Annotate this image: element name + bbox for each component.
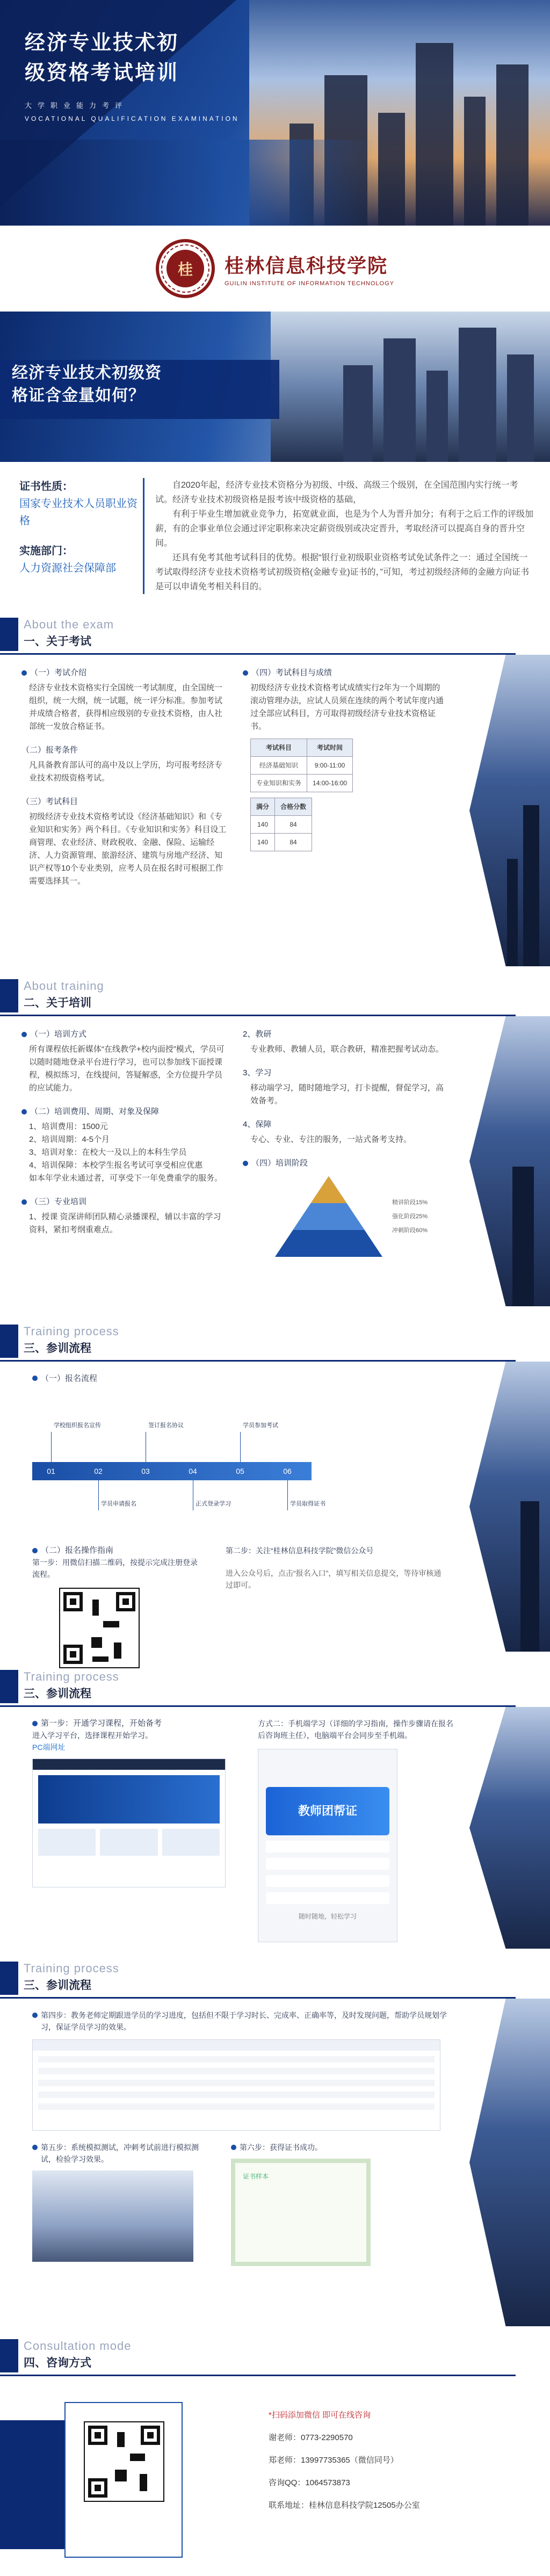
contact-teacher-zheng[interactable]: 郑老师：13997735365（微信同号）: [269, 2456, 399, 2465]
intro-paragraph-2: 有利于毕业生增加就业竞争力，拓宽就业面，也是为个人为晋升加分；有利于之后工作的评级加薪，有的企事业单位会通过评定职称来决定薪资级别或决定晋升，考取经济可以提高自身的晋升空间。: [155, 510, 534, 548]
step-label: 签订报名协议: [148, 1422, 184, 1429]
exam-intro-text: 经济专业技术资格实行全国统一考试制度，由全国统一组织，统一大纲，统一试题，统一评分标准。参加考试并成绩合格者，获得相应级别的专业技术资格，由人社部统一发放合格证书。: [29, 683, 223, 731]
exam-schedule-table: 考试科目 考试时间 经济基础知识 9:00-11:00 专业知识和实务 14:00-16:00: [250, 739, 353, 792]
stage-label: 冲刺阶段60%: [392, 1227, 428, 1234]
contact-qr-code[interactable]: [84, 2421, 164, 2502]
section-exam-title: 一、关于考试: [24, 635, 91, 648]
signup-note: 进入公众号后，点击“报名入口”，填写相关信息提交，等待审核通过即可。: [226, 1569, 442, 1589]
school-name-en: GUILIN INSTITUTE OF INFORMATION TECHNOLOGY: [225, 280, 394, 287]
train-study-heading: 3、学习: [243, 1068, 272, 1077]
exam-score-table: 满分 合格分数 140 84 140 84: [250, 798, 312, 851]
certificate-sample: 证书样本: [231, 2159, 371, 2266]
train-guarantee-note: 如本年学业未通过者，可享受下一年免费重学的服务。: [29, 1174, 223, 1183]
hero-subtitle-en: VOCATIONAL QUALIFICATION EXAMINATION: [25, 115, 240, 122]
learn-mobile-text: 方式二：手机端学习（详细的学习指南，操作步骤请在报名后咨询班主任），电脑端平台会同步至手机端。: [258, 1719, 453, 1740]
contact-qr-card: [64, 2402, 183, 2558]
school-logo: [0, 226, 550, 312]
train-research-text: 专业教师、教辅人员，联合教研，精准把握考试动态。: [250, 1045, 444, 1054]
contact-address: 联系地址：桂林信息科技学院12505办公室: [269, 2501, 420, 2510]
cert-nature-value: 国家专业技术人员职业资格: [19, 498, 138, 527]
progress-table-screenshot: [32, 2039, 440, 2131]
certificate-intro: [0, 462, 550, 610]
training-stages-pyramid: [243, 1172, 448, 1257]
section-flow-title: 三、参训流程: [24, 1979, 91, 1992]
learning-section: [0, 1707, 550, 1954]
exam-subjects-heading: （三）考试科目: [21, 797, 78, 806]
train-period-item: 2、培训周期：4-5个月: [29, 1135, 110, 1144]
signup-guide-heading: （二）报名操作指南: [41, 1546, 114, 1555]
exam-conditions-text: 凡具备教育部认可的高中及以上学历，均可报考经济专业技术初级资格考试。: [29, 761, 223, 783]
section-training-header: About training 二、关于培训: [0, 972, 550, 1016]
process-section: [0, 1362, 550, 1662]
flow-section: [0, 1999, 550, 2332]
exam-scores-text: 初级经济专业技术资格考试成绩实行2年为一个周期的滚动管理办法，应试人员须在连续的两个考试年度内通过全部应试科目，方可取得初级经济专业技术资格证书。: [250, 683, 444, 731]
step-number: 02: [94, 1467, 103, 1475]
intro-paragraph-3: 还具有免考其他考试科目的优势。根据“银行业初级职业资格考试免试条件之一：通过全国统一考试取得经济专业技术资格考试初级资格(金融专业)证书的，”可知，考过初级经济师的金融方向证书是可以申请免考相关科目的。: [155, 553, 529, 591]
exam-subjects-text: 初级经济专业技术资格考试设《经济基础知识》和《专业知识和实务》两个科目。《专业知识和实务》科目设工商管理、农业经济、财政税收、金融、保险、运输经济、人力资源管理、旅游经济、建筑与房地产经济、知识产权等10个专业类别，应考人员在报名时可根据工作需要选择其一。: [29, 812, 227, 886]
flow-step4-text: 第四步：教务老师定期跟进学员的学习进度，包括但不限于学习时长、完成率、正确率等，及时发现问题，帮助学员规划学习，保证学员学习的效果。: [41, 2011, 447, 2031]
train-mode-heading: （一）培训方式: [30, 1030, 87, 1039]
school-seal-icon: 桂: [156, 239, 215, 298]
contact-title: *扫码添加微信 即可在线咨询: [269, 2411, 371, 2420]
learn-step1-text: 进入学习平台，选择课程开始学习。: [32, 1731, 153, 1740]
train-fee-item: 1、培训费用：1500元: [29, 1122, 108, 1131]
step-label: 学员参加考试: [243, 1422, 278, 1429]
signup-step1-text: 第一步：用微信扫描二维码，按提示完成注册登录流程。: [32, 1558, 198, 1579]
step-label: 正式登录学习: [196, 1501, 231, 1507]
dept-value: 人力资源社会保障部: [19, 562, 116, 574]
exam-section: [0, 655, 550, 972]
learn-step1-heading: 第一步：开通学习课程，开始备考: [41, 1719, 162, 1728]
exam-scores-heading: （四）考试科目与成绩: [251, 668, 332, 677]
section-learning-header: Training process 三、参训流程: [0, 1662, 550, 1707]
step-number: 03: [141, 1467, 150, 1475]
hero-banner: [0, 0, 550, 226]
pc-url-label: PC端网址: [32, 1743, 66, 1752]
train-guarantee-item: 4、培训保障：本校学生报名考试可享受相应优惠: [29, 1161, 203, 1170]
section-exam-header: About the exam 一、关于考试: [0, 610, 550, 655]
section-contact-title: 四、咨询方式: [24, 2357, 91, 2369]
stage-label: 强化阶段25%: [392, 1213, 428, 1220]
mobile-banner: 教师团帮证: [266, 1787, 389, 1835]
section-learning-title: 三、参训流程: [24, 1688, 91, 1700]
hero-subtitle-cn: 大学职业能力考评: [25, 102, 128, 110]
signup-step2-text: 第二步：关注“桂林信息科技学院”微信公众号: [226, 1546, 374, 1555]
training-section: [0, 1016, 550, 1317]
signup-timeline: [32, 1394, 518, 1539]
contact-section: [0, 2383, 550, 2576]
contact-qq[interactable]: 咨询QQ：1064573873: [269, 2478, 350, 2487]
step-label: 学员取得证书: [290, 1501, 325, 1507]
exam-conditions-heading: （二）报考条件: [21, 746, 78, 755]
hero-title: 经济专业技术初 级资格考试培训: [25, 32, 179, 84]
section-training-title: 二、关于培训: [24, 997, 91, 1009]
train-research-heading: 2、教研: [243, 1030, 272, 1039]
dept-label: 实施部门：: [19, 545, 73, 557]
signup-flow-heading: （一）报名流程: [41, 1374, 98, 1383]
section-contact-header: Consultation mode 四、咨询方式: [0, 2332, 550, 2376]
train-pro-heading: （三）专业培训: [30, 1197, 87, 1206]
step-label: 学校组织报名宣传: [54, 1422, 101, 1429]
cert-nature-label: 证书性质：: [19, 481, 73, 493]
section-process-header: Training process 三、参训流程: [0, 1317, 550, 1362]
train-support-heading: 4、保障: [243, 1120, 272, 1129]
section-process-title: 三、参训流程: [24, 1342, 91, 1355]
step-number: 04: [189, 1467, 197, 1475]
train-support-text: 专心、专业、专注的服务，一站式备考支持。: [250, 1135, 412, 1144]
classroom-photo: [32, 2170, 193, 2262]
train-pro-text: 1、授课 资深讲师团队精心录播课程，辅以丰富的学习资料，紧扣考纲重难点。: [29, 1212, 221, 1234]
pc-platform-screenshot: [32, 1759, 226, 1887]
step-number: 06: [283, 1467, 292, 1475]
school-name: 桂林信息科技学院: [225, 254, 388, 277]
signup-qr-code[interactable]: [59, 1588, 140, 1668]
step-number: 05: [236, 1467, 244, 1475]
train-target-item: 3、培训对象：在校大一及以上的本科生学员: [29, 1148, 187, 1157]
flow-step6-text: 第六步：获得证书成功。: [240, 2143, 322, 2152]
train-study-text: 移动端学习，随时随地学习，打卡提醒，督促学习，高效备考。: [250, 1083, 444, 1105]
mobile-caption: 随时随地，轻松学习: [298, 1913, 357, 1920]
value-title: 经济专业技术初级资 格证含金量如何？: [12, 364, 162, 404]
train-mode-text: 所有课程依托新媒体“在线教学+校内面授”模式，学员可以随时随地登录平台进行学习，也可以参加线下面授课程，模拟练习，在线提问，答疑解惑，全方位提升学员的应试能力。: [29, 1045, 225, 1092]
step-number: 01: [47, 1467, 55, 1475]
stage-label: 精讲阶段15%: [392, 1199, 428, 1206]
value-banner: [0, 312, 550, 462]
section-flow-header: Training process 三、参训流程: [0, 1954, 550, 1999]
train-stages-heading: （四）培训阶段: [251, 1159, 308, 1168]
flow-step5-text: 第五步：系统模拟测试，冲刺考试前进行模拟测试，检验学习效果。: [41, 2143, 199, 2163]
exam-intro-heading: （一）考试介绍: [30, 668, 87, 677]
intro-paragraph-1: 自2020年起，经济专业技术资格分为初级、中级、高级三个级别，在全国范围内实行统一考试。经济专业技术初级资格是报考该中级资格的基础，: [155, 481, 518, 504]
train-fee-heading: （二）培训费用、周期、对象及保障: [30, 1107, 160, 1116]
mobile-app-screenshot: [258, 1749, 397, 1942]
contact-teacher-xie[interactable]: 谢老师：0773-2290570: [269, 2433, 353, 2442]
step-label: 学员申请报名: [101, 1501, 136, 1507]
